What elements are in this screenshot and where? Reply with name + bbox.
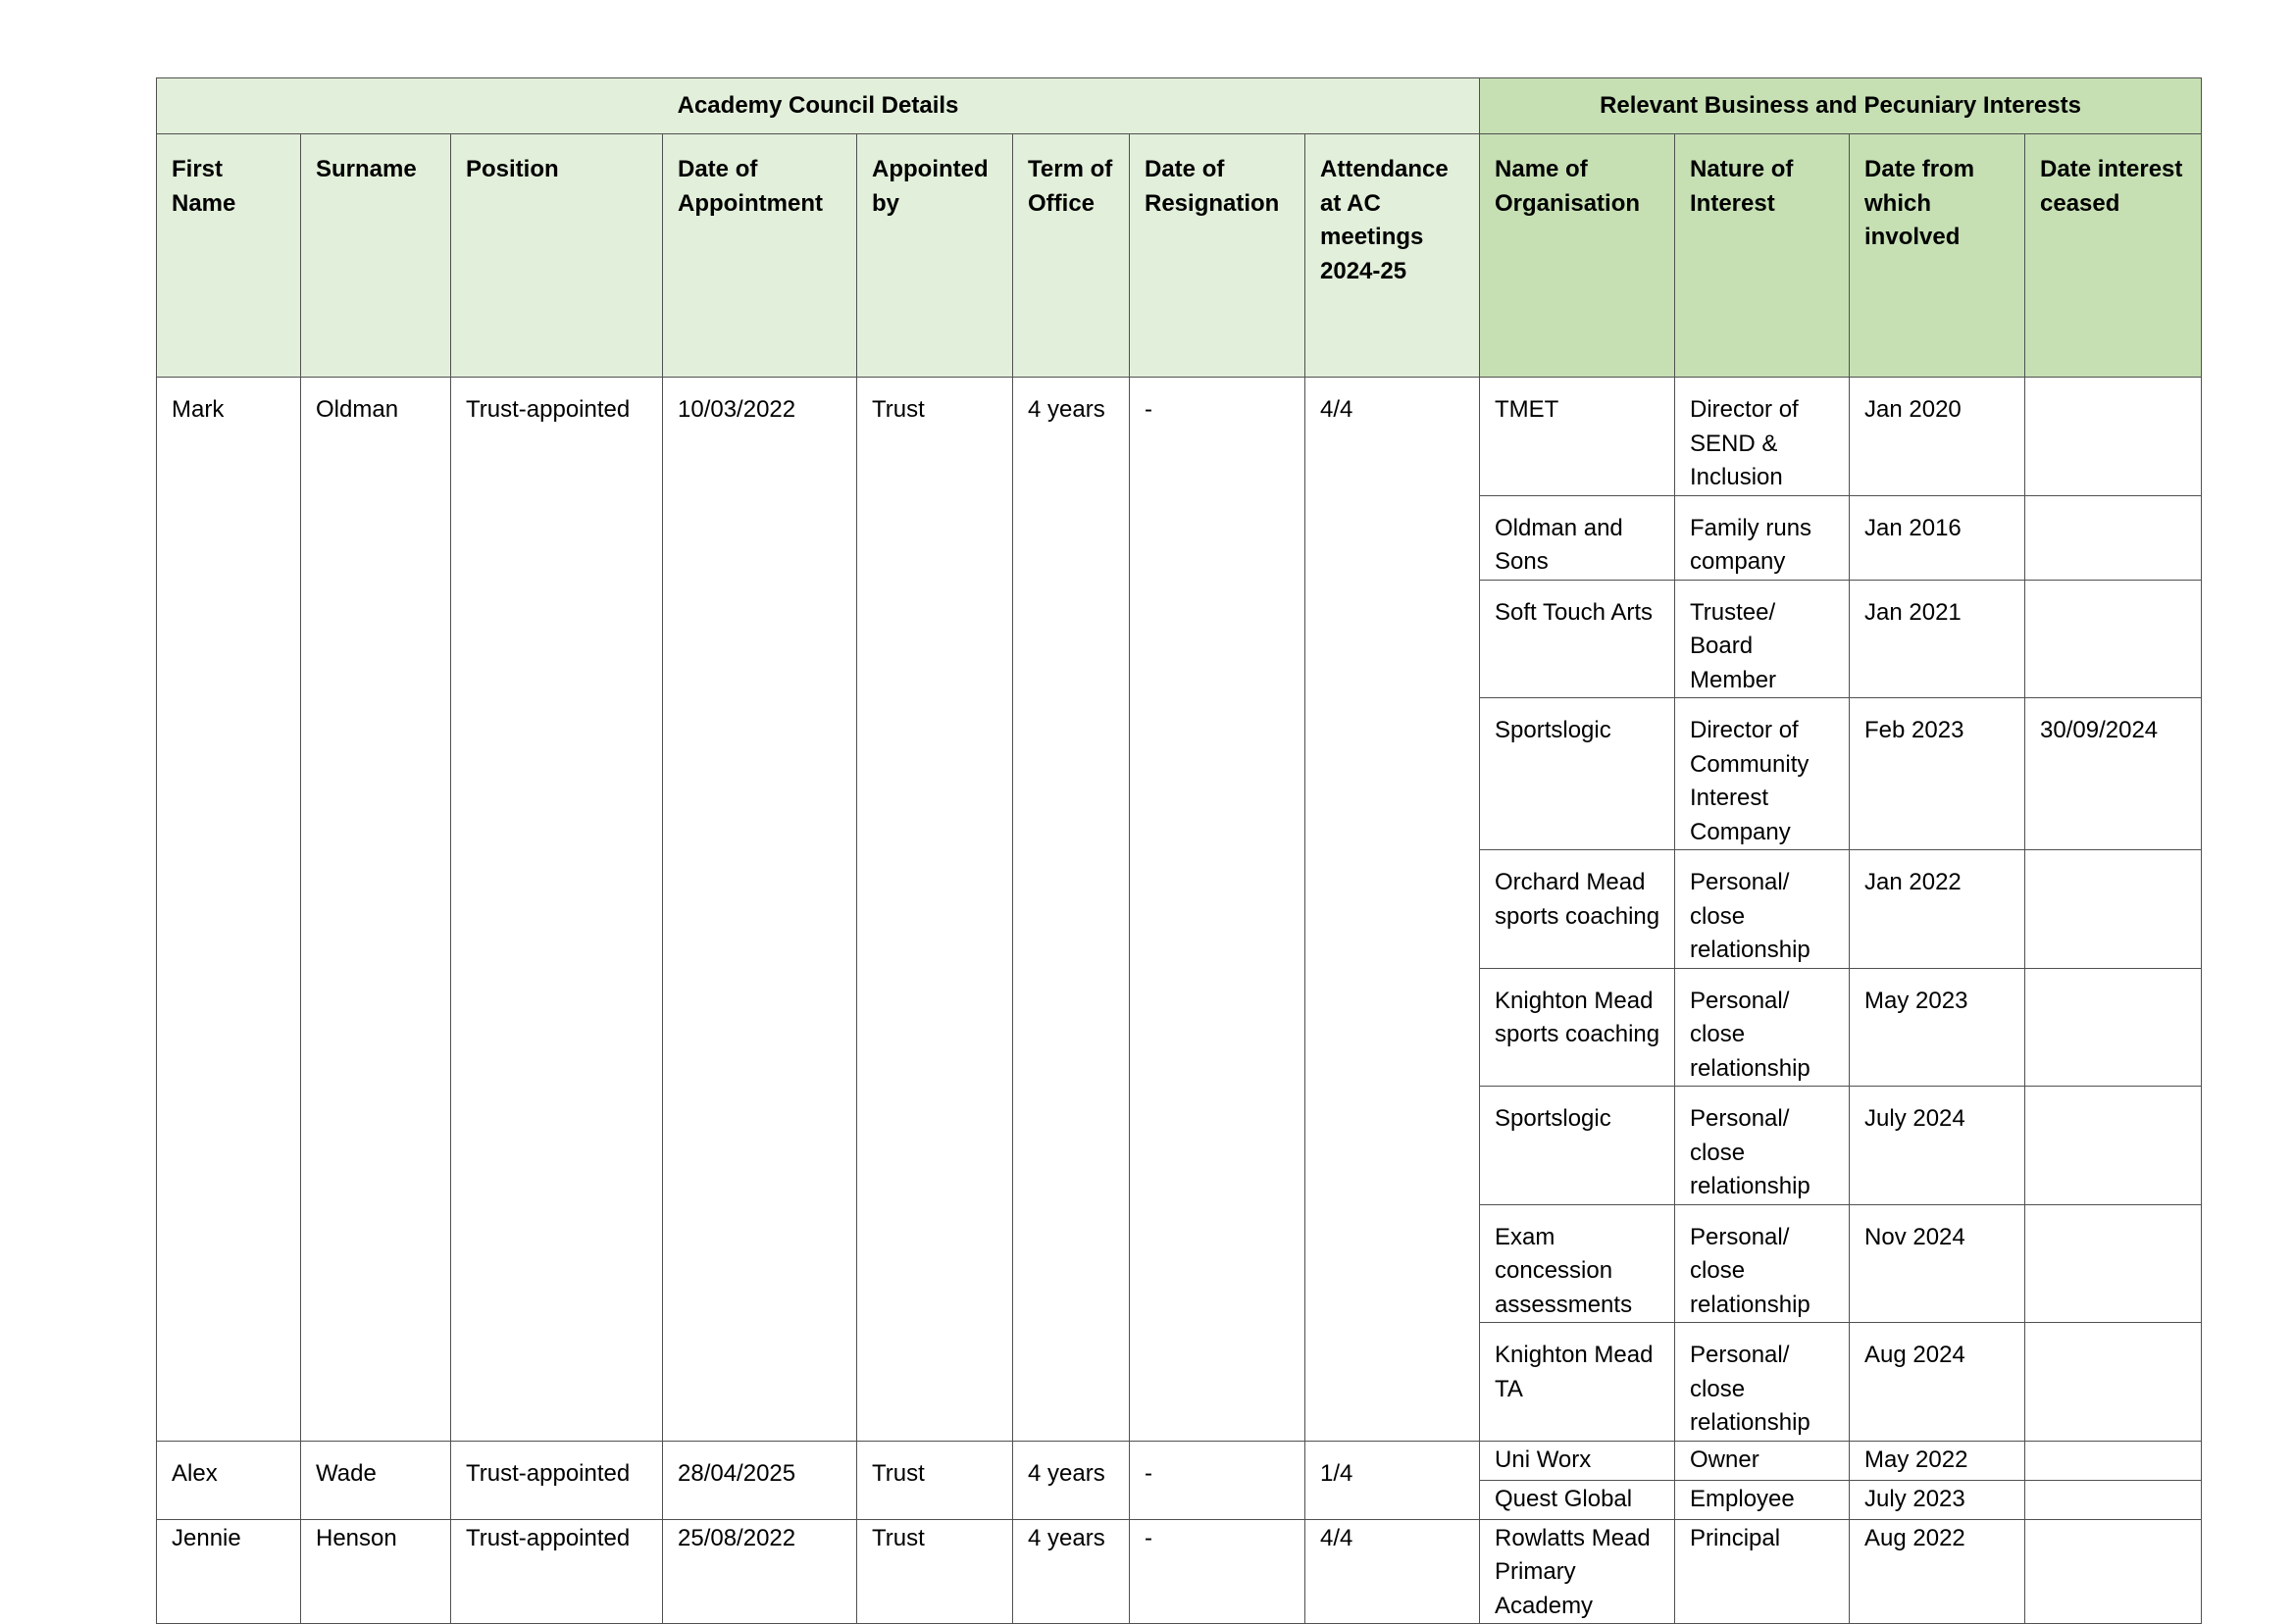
column-header-name-of-organisation: Name of Organisation (1480, 134, 1675, 378)
interest-nature: Family runs company (1675, 495, 1850, 580)
interest-nature: Personal/ close relationship (1675, 1323, 1850, 1442)
member-surname: Henson (301, 1519, 451, 1624)
group-header-interests: Relevant Business and Pecuniary Interests (1480, 78, 2202, 134)
interest-nature: Personal/ close relationship (1675, 968, 1850, 1087)
interest-date-ceased (2025, 378, 2202, 496)
council-register-table (156, 77, 2202, 1624)
interest-organisation: Oldman and Sons (1480, 495, 1675, 580)
member-date-of-appointment: 28/04/2025 (663, 1441, 857, 1519)
interest-date-from: July 2024 (1850, 1087, 2025, 1205)
interest-nature: Director of Community Interest Company (1675, 698, 1850, 850)
column-header-date-of-appointment: Date of Appointment (663, 134, 857, 378)
member-appointed-by: Trust (857, 1441, 1013, 1519)
column-header-date-of-resignation: Date of Resignation (1130, 134, 1305, 378)
interest-date-ceased (2025, 1087, 2202, 1205)
member-surname: Oldman (301, 378, 451, 1442)
interest-nature: Personal/ close relationship (1675, 1204, 1850, 1323)
interest-date-from: Nov 2024 (1850, 1204, 2025, 1323)
table-row (157, 1519, 2202, 1624)
member-term-of-office: 4 years (1013, 378, 1130, 1442)
member-attendance: 4/4 (1305, 1519, 1480, 1624)
interest-date-from: Aug 2024 (1850, 1323, 2025, 1442)
interest-date-from: Jan 2016 (1850, 495, 2025, 580)
interest-organisation: Sportslogic (1480, 698, 1675, 850)
interest-date-ceased: 30/09/2024 (2025, 698, 2202, 850)
interest-organisation: TMET (1480, 378, 1675, 496)
interest-date-ceased (2025, 1519, 2202, 1624)
interest-date-from: May 2023 (1850, 968, 2025, 1087)
column-header-date-from: Date from which involved (1850, 134, 2025, 378)
column-header-position: Position (451, 134, 663, 378)
column-header-first-name: First Name (157, 134, 301, 378)
interest-organisation: Exam concession assessments (1480, 1204, 1675, 1323)
column-header-term-of-office: Term of Office (1013, 134, 1130, 378)
interest-date-ceased (2025, 968, 2202, 1087)
interest-organisation: Knighton Mead TA (1480, 1323, 1675, 1442)
interest-organisation: Orchard Mead sports coaching (1480, 850, 1675, 969)
interest-nature: Personal/ close relationship (1675, 1087, 1850, 1205)
member-appointed-by: Trust (857, 1519, 1013, 1624)
interest-date-from: Jan 2022 (1850, 850, 2025, 969)
member-date-of-appointment: 10/03/2022 (663, 378, 857, 1442)
interest-date-from: Aug 2022 (1850, 1519, 2025, 1624)
column-header-attendance: Attendance at AC meetings 2024-25 (1305, 134, 1480, 378)
interest-nature: Personal/ close relationship (1675, 850, 1850, 969)
member-position: Trust-appointed (451, 1441, 663, 1519)
member-date-of-appointment: 25/08/2022 (663, 1519, 857, 1624)
interest-nature: Employee (1675, 1480, 1850, 1519)
member-first-name: Mark (157, 378, 301, 1442)
interest-date-from: Feb 2023 (1850, 698, 2025, 850)
table-row (157, 378, 2202, 496)
column-header-date-ceased: Date interest ceased (2025, 134, 2202, 378)
interest-date-ceased (2025, 1480, 2202, 1519)
table-row (157, 1441, 2202, 1480)
interest-nature: Principal (1675, 1519, 1850, 1624)
interest-nature: Owner (1675, 1441, 1850, 1480)
interest-date-ceased (2025, 850, 2202, 969)
member-surname: Wade (301, 1441, 451, 1519)
interest-date-ceased (2025, 1441, 2202, 1480)
column-header-surname: Surname (301, 134, 451, 378)
group-header-row (157, 78, 2202, 134)
interest-organisation: Sportslogic (1480, 1087, 1675, 1205)
interest-date-from: Jan 2021 (1850, 580, 2025, 698)
column-header-row (157, 134, 2202, 378)
member-term-of-office: 4 years (1013, 1519, 1130, 1624)
interest-date-from: July 2023 (1850, 1480, 2025, 1519)
member-date-of-resignation: - (1130, 378, 1305, 1442)
interest-date-ceased (2025, 580, 2202, 698)
member-position: Trust-appointed (451, 1519, 663, 1624)
member-date-of-resignation: - (1130, 1441, 1305, 1519)
interest-organisation: Soft Touch Arts (1480, 580, 1675, 698)
member-first-name: Alex (157, 1441, 301, 1519)
member-term-of-office: 4 years (1013, 1441, 1130, 1519)
interest-date-ceased (2025, 1204, 2202, 1323)
interest-nature: Trustee/ Board Member (1675, 580, 1850, 698)
member-date-of-resignation: - (1130, 1519, 1305, 1624)
interest-date-ceased (2025, 1323, 2202, 1442)
member-first-name: Jennie (157, 1519, 301, 1624)
interest-organisation: Rowlatts Mead Primary Academy (1480, 1519, 1675, 1624)
member-position: Trust-appointed (451, 378, 663, 1442)
column-header-nature-of-interest: Nature of Interest (1675, 134, 1850, 378)
interest-date-ceased (2025, 495, 2202, 580)
member-attendance: 1/4 (1305, 1441, 1480, 1519)
interest-organisation: Uni Worx (1480, 1441, 1675, 1480)
group-header-council: Academy Council Details (157, 78, 1480, 134)
interest-date-from: May 2022 (1850, 1441, 2025, 1480)
column-header-appointed-by: Appointed by (857, 134, 1013, 378)
interest-date-from: Jan 2020 (1850, 378, 2025, 496)
interest-nature: Director of SEND & Inclusion (1675, 378, 1850, 496)
interest-organisation: Knighton Mead sports coaching (1480, 968, 1675, 1087)
member-attendance: 4/4 (1305, 378, 1480, 1442)
interest-organisation: Quest Global (1480, 1480, 1675, 1519)
member-appointed-by: Trust (857, 378, 1013, 1442)
